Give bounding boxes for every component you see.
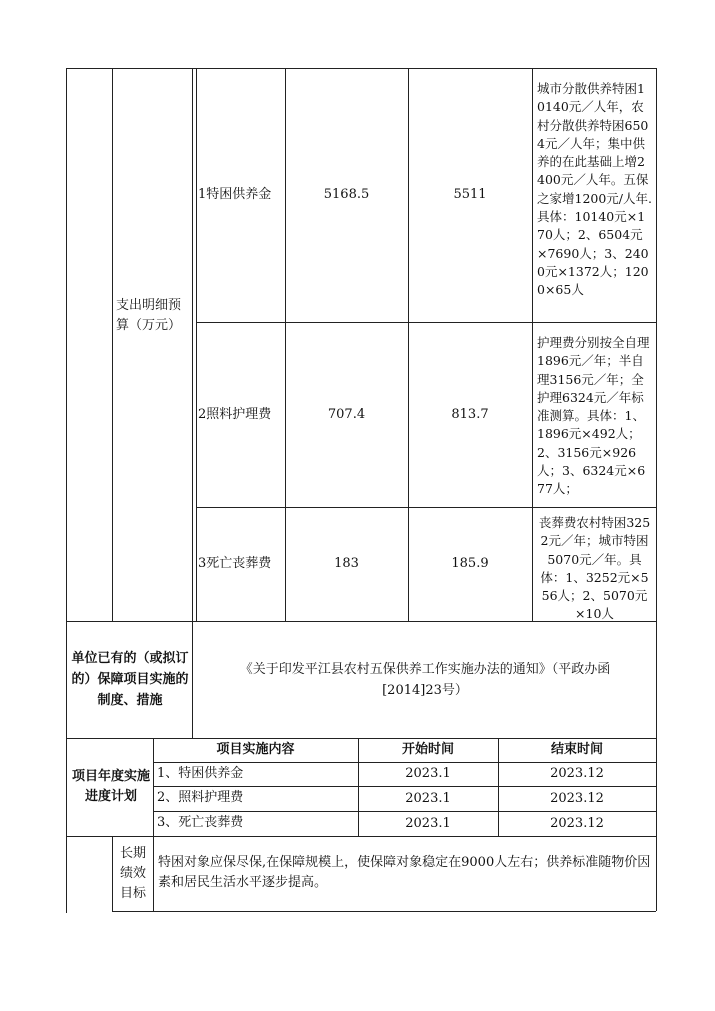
expense-budget-b-3: 185.9 bbox=[451, 556, 489, 571]
expense-budget-b-1: 5511 bbox=[453, 187, 487, 202]
schedule-row-3-content: 3、死亡丧葬费 bbox=[157, 815, 244, 830]
system-content: 《关于印发平江县农村五保供养工作实施办法的通知》（平政办函[2014]23号） bbox=[239, 661, 611, 698]
expense-item-2: 2照料护理费 bbox=[198, 406, 272, 422]
expense-budget-b-2: 813.7 bbox=[451, 406, 489, 422]
expense-budget-a-1: 5168.5 bbox=[323, 187, 370, 202]
expense-group-label: 支出明细预算（万元） bbox=[116, 298, 182, 333]
schedule-header-end: 结束时间 bbox=[550, 742, 603, 757]
schedule-label: 项目年度实施进度计划 bbox=[71, 769, 150, 804]
schedule-row-2-content: 2、照料护理费 bbox=[157, 790, 244, 805]
performance-content: 特困对象应保尽保,在保障规模上，使保障对象稳定在9000人左右；供养标准随物价因素和居民生活水平逐步提高。 bbox=[158, 855, 651, 890]
schedule-row-1-start: 2023.1 bbox=[405, 766, 451, 781]
schedule-row-2-start: 2023.1 bbox=[405, 790, 451, 806]
schedule-header-start: 开始时间 bbox=[401, 742, 454, 757]
expense-item-1: 1特困供养金 bbox=[198, 187, 272, 202]
schedule-row-3-start: 2023.1 bbox=[405, 815, 451, 831]
schedule-row-3-end: 2023.12 bbox=[550, 815, 604, 831]
schedule-row-1-end: 2023.12 bbox=[550, 766, 604, 781]
schedule-header-content: 项目实施内容 bbox=[216, 742, 295, 757]
expense-budget-a-3: 183 bbox=[334, 556, 359, 571]
expense-note-1: 城市分散供养特困10140元／人年，农村分散供养特困6504元／人年；集中供养的在此基础上增2400元／人年。五保之家增1200元/人年.具体：10140元×170人；2、6504元 ×7690人；3、2400元×1372人；1200×65人 bbox=[537, 81, 656, 298]
performance-label: 长期绩效目标 bbox=[119, 845, 146, 901]
expense-item-3: 3死亡丧葬费 bbox=[198, 556, 272, 571]
system-label: 单位已有的（或拟订的）保障项目实施的制度、措施 bbox=[71, 651, 189, 708]
expense-note-3: 丧葬费农村特困3252元／年；城市特困5070元／年。具体：1、3252元×556人；2、5070元×10人 bbox=[538, 515, 651, 622]
schedule-row-2-end: 2023.12 bbox=[550, 790, 604, 806]
schedule-row-1-content: 1、特困供养金 bbox=[157, 766, 244, 781]
expense-note-2: 护理费分别按全自理 1896元／年；半自理3156元／年；全护理6324元／年标准测算。具体：1、1896元×492人；2、3156元×926人；3、6324元×677人； bbox=[537, 335, 650, 497]
expense-budget-a-2: 707.4 bbox=[327, 406, 366, 422]
